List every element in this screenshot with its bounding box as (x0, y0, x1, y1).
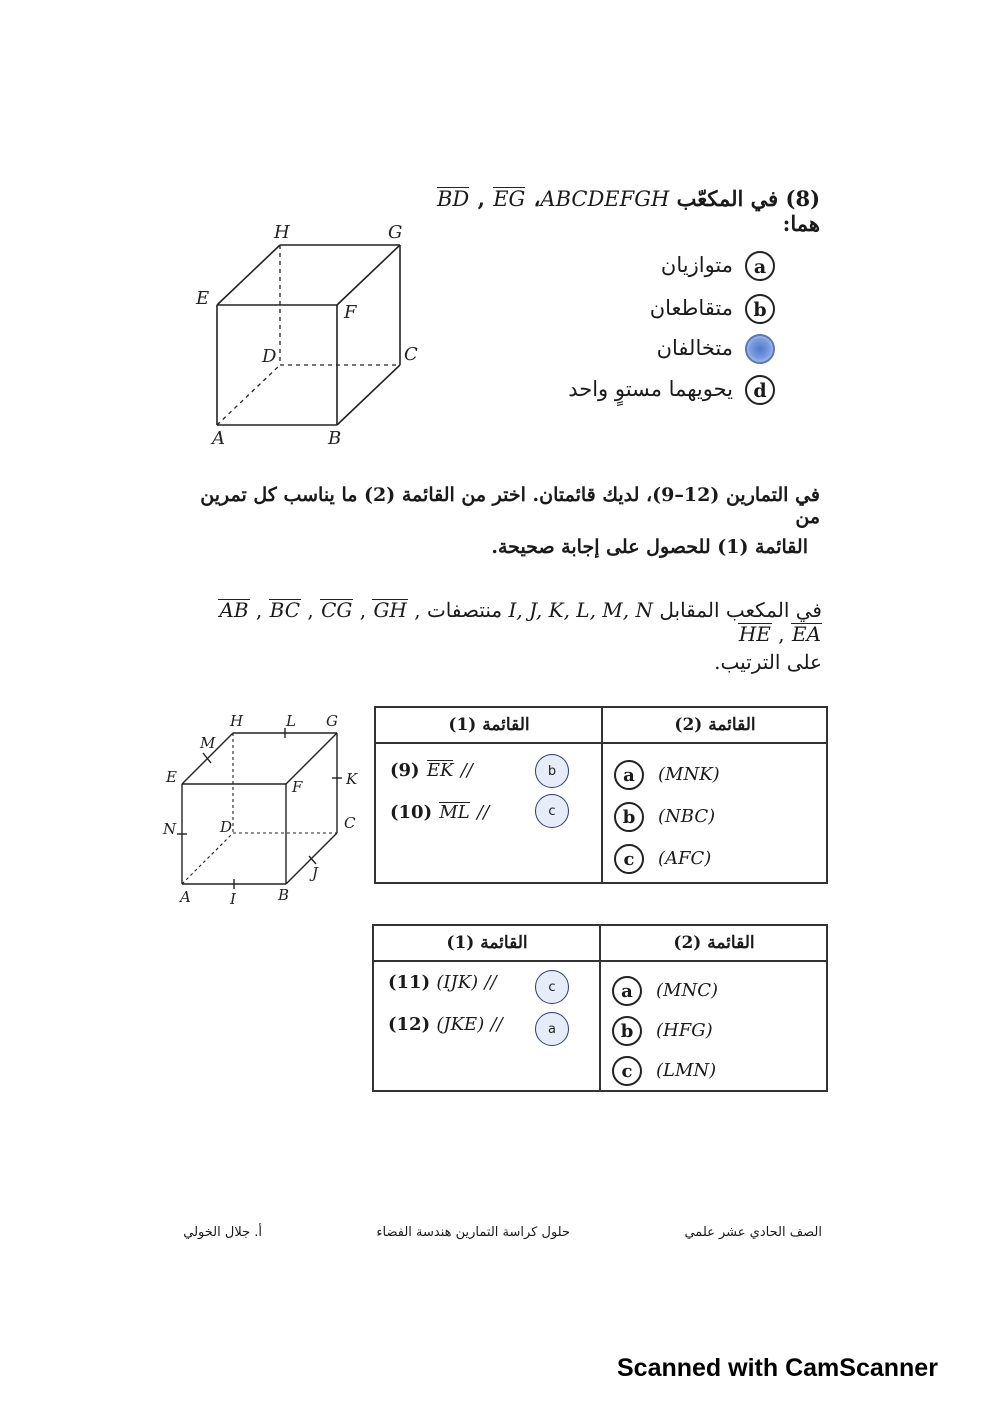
label-e: E (166, 768, 177, 786)
table1-option-text-b: (NBC) (658, 806, 716, 827)
row-number: (10) (390, 802, 433, 823)
vector-eg: EG (493, 187, 526, 211)
vertex-label-h: H (274, 222, 290, 243)
label-g: G (326, 712, 338, 730)
table2-list1-header: القائمة (1) (374, 926, 600, 962)
option-text-c: متخالفان (656, 336, 733, 360)
footer-grade: الصف الحادي عشر علمي (684, 1225, 822, 1240)
option-letter-a[interactable]: a (745, 251, 775, 281)
segment-ab: AB (219, 598, 249, 622)
label-n: N (163, 820, 177, 838)
camscanner-watermark: Scanned with CamScanner (617, 1354, 938, 1382)
label-h: H (230, 712, 244, 730)
option-text-a: متوازيان (660, 253, 733, 277)
cube-figure-1 (190, 220, 430, 450)
table2-option-text-c: (LMN) (656, 1060, 717, 1081)
midpoints-points: I, J, K, L, M, N (508, 598, 653, 622)
label-c: C (344, 814, 356, 832)
answer-bubble-9[interactable]: b (535, 754, 569, 788)
edge-fg (337, 245, 400, 305)
question-number: (8) (785, 186, 820, 211)
row-rel: // (490, 1014, 503, 1035)
row-expr: EK (426, 760, 454, 781)
table1-option-letter-c[interactable]: c (614, 844, 644, 874)
table1-row-10 (390, 802, 489, 823)
row-expr: ML (439, 802, 470, 823)
option-letter-c-selected[interactable] (745, 334, 775, 364)
vertex-label-g: G (388, 222, 403, 243)
edge-ad (217, 365, 280, 425)
cube-name: ABCDEFGH (540, 187, 670, 211)
row-rel: // (477, 802, 490, 823)
question-8-title: (8) في المكعّب ABCDEFGH، EG , BD هما: (436, 186, 820, 236)
vector-bd: BD (436, 187, 470, 211)
label-k: K (346, 770, 358, 788)
label-j: J (312, 864, 319, 882)
instructions-line-1: في التمارين (12–9)، لديك قائمتان. اختر من القائمة (2) ما يناسب كل تمرين من (200, 484, 820, 528)
midpoints-line-2: على الترتيب. (714, 650, 822, 674)
segment-gh: GH (373, 598, 407, 622)
label-m: M (200, 734, 216, 752)
question-end: هما: (782, 211, 820, 236)
matching-table-1 (374, 706, 828, 884)
table1-list1-header: القائمة (1) (376, 708, 602, 744)
segment-cg: CG (321, 598, 353, 622)
row-expr: (IJK) (436, 972, 479, 993)
vertex-label-e: E (196, 288, 210, 309)
row-number: (9) (390, 760, 420, 781)
table2-row-11 (388, 972, 497, 993)
table2-option-letter-a[interactable]: a (612, 976, 642, 1006)
table2-row-12 (388, 1014, 503, 1035)
cube-figure-2 (160, 706, 370, 906)
option-text-d: يحويهما مستوٍ واحد (568, 377, 733, 401)
question-intro: في المكعّب (676, 186, 779, 211)
vertex-label-b: B (328, 428, 342, 449)
option-letter-d[interactable]: d (745, 375, 775, 405)
vertex-label-d: D (262, 346, 277, 367)
label-d: D (220, 818, 233, 836)
row-number: (11) (388, 972, 431, 993)
table1-option-letter-b[interactable]: b (614, 802, 644, 832)
answer-bubble-11[interactable]: c (535, 970, 569, 1004)
table1-option-text-c: (AFC) (658, 848, 712, 869)
answer-bubble-12[interactable]: a (535, 1012, 569, 1046)
row-expr: (JKE) (436, 1014, 485, 1035)
segment-bc: BC (269, 598, 300, 622)
option-text-b: متقاطعان (649, 296, 733, 320)
table2-divider (599, 926, 601, 1090)
table2-list2-header: القائمة (2) (600, 926, 828, 962)
segment-ea: EA (791, 622, 821, 646)
table2-option-text-a: (MNC) (656, 980, 718, 1001)
table2-option-letter-c[interactable]: c (612, 1056, 642, 1086)
answer-bubble-10[interactable]: c (535, 794, 569, 828)
midpoints-statement (190, 598, 822, 646)
edge-bc (337, 365, 400, 425)
vertex-label-a: A (212, 428, 225, 449)
option-letter-b[interactable]: b (745, 294, 775, 324)
table2-option-text-b: (HFG) (656, 1020, 713, 1041)
label-l: L (286, 712, 296, 730)
table2-option-letter-b[interactable]: b (612, 1016, 642, 1046)
vertex-label-f: F (344, 302, 357, 323)
label-b: B (278, 886, 290, 904)
table1-list2-header: القائمة (2) (602, 708, 828, 744)
footer-title: حلول كراسة التمارين هندسة الفضاء (376, 1225, 570, 1240)
label-i: I (230, 890, 236, 906)
segment-list: AB , BC , CG , GH , HE , EA (219, 598, 821, 646)
midpoints-prefix: في المكعب المقابل (659, 598, 822, 622)
label-a: A (180, 888, 191, 906)
table1-option-letter-a[interactable]: a (614, 760, 644, 790)
table1-divider (601, 708, 603, 882)
matching-table-2 (372, 924, 828, 1092)
midpoints-word: منتصفات (426, 598, 503, 622)
footer-author: أ. جلال الخولي (183, 1225, 262, 1240)
instructions-line-2: القائمة (1) للحصول على إجابة صحيحة. (491, 536, 808, 558)
segment-he: HE (738, 622, 771, 646)
table1-row-9 (390, 760, 473, 781)
edge-eh (217, 245, 280, 305)
row-rel: // (484, 972, 497, 993)
vertex-label-c: C (404, 344, 418, 365)
label-f: F (292, 778, 303, 796)
row-rel: // (460, 760, 473, 781)
row-number: (12) (388, 1014, 431, 1035)
table1-option-text-a: (MNK) (658, 764, 720, 785)
